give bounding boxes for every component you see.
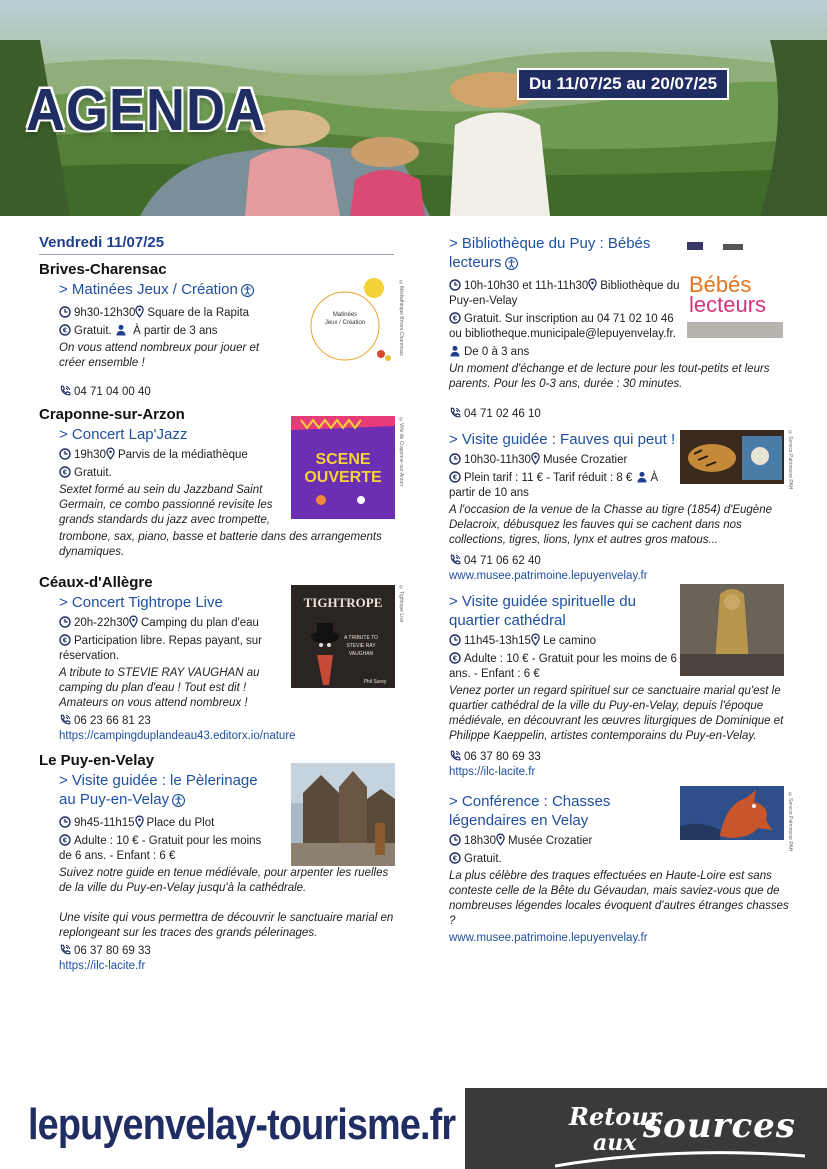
euro-icon — [59, 634, 71, 646]
event-price: Adulte : 10 € - Gratuit pour les moins de 6 ans. - Enfant : 6 € — [449, 653, 677, 680]
event-age: À partir de 10 ans — [449, 472, 659, 499]
event-place: Musée Crozatier — [507, 835, 593, 847]
event-painting — [680, 786, 784, 840]
town-heading: Céaux-d'Allègre — [39, 574, 153, 591]
website-link[interactable]: lepuyenvelay-tourisme.fr — [28, 1100, 456, 1149]
event-phone[interactable]: 06 37 80 69 33 — [74, 945, 151, 957]
event-time: 11h45-13h15 — [464, 635, 531, 647]
event-title[interactable]: > Conférence : Chasses légendaires en Velay — [449, 793, 611, 829]
event-place: Square de la Rapita — [147, 307, 250, 319]
poster-text: STEVIE RAY — [346, 643, 376, 649]
event-card — [39, 771, 394, 974]
pin-icon — [531, 633, 540, 646]
left-column — [39, 234, 404, 974]
town-heading: Le Puy-en-Velay — [39, 752, 155, 769]
phone-icon — [449, 554, 461, 566]
event-painting — [680, 430, 784, 484]
event-place: Bibliothèque du Puy-en-Velay — [449, 280, 680, 307]
phone-icon — [449, 750, 461, 762]
slogan-banner — [465, 1088, 827, 1169]
photo-credit: ©Ville de Craponne-sur-Arzon — [398, 417, 404, 486]
person-icon — [115, 324, 127, 336]
event-place: Parvis de la médiathèque — [117, 449, 248, 461]
header-photo — [0, 0, 827, 216]
event-card — [39, 585, 404, 744]
event-title[interactable]: > Bibliothèque du Puy : Bébés lecteurs — [449, 234, 681, 275]
event-poster — [291, 416, 395, 519]
event-card — [39, 417, 404, 560]
poster-text: Jeux / Création — [324, 320, 366, 326]
event-poster — [687, 242, 783, 338]
event-title[interactable]: > Visite guidée spirituelle du quartier cathédral — [449, 593, 636, 629]
event-price: Participation libre. Repas payant, sur réservation. — [59, 635, 262, 662]
event-title[interactable]: > Concert Tightrope Live — [59, 594, 223, 611]
event-card — [449, 234, 681, 360]
event-card — [449, 430, 793, 584]
person-icon — [449, 345, 461, 357]
event-card — [39, 280, 404, 400]
pin-icon — [135, 305, 144, 318]
event-link[interactable]: https://ilc-lacite.fr — [59, 960, 146, 972]
pin-icon — [135, 815, 144, 828]
euro-icon — [449, 852, 461, 864]
poster-text: OUVERTE — [304, 469, 382, 486]
event-link[interactable]: https://ilc-lacite.fr — [449, 766, 536, 778]
pin-icon — [129, 615, 138, 628]
pin-icon — [531, 452, 540, 465]
event-price: Plein tarif : 11 € - Tarif réduit : 8 € — [464, 472, 633, 484]
right-column — [449, 234, 793, 946]
event-place: Musée Crozatier — [542, 454, 628, 466]
clock-icon — [59, 816, 71, 828]
phone-icon — [59, 714, 71, 726]
poster-text: TIGHTROPE — [303, 595, 383, 610]
event-card — [449, 792, 793, 946]
clock-icon — [59, 306, 71, 318]
event-link[interactable]: https://campingduplandeau43.editorx.io/nature — [59, 730, 296, 742]
event-place: Le camino — [542, 635, 596, 647]
event-time: 9h45-11h15 — [74, 817, 135, 829]
clock-icon — [449, 453, 461, 465]
slogan-text: Retour — [569, 1102, 662, 1131]
event-link[interactable]: www.musee.patrimoine.lepuyenvelay.fr — [449, 570, 648, 582]
euro-icon — [449, 471, 461, 483]
town-heading: Craponne-sur-Arzon — [39, 406, 185, 423]
event-photo — [291, 763, 395, 866]
event-time: 20h-22h30 — [74, 617, 129, 629]
clock-icon — [449, 634, 461, 646]
event-price: Gratuit. Sur inscription au 04 71 02 10 46 ou bibliotheque.municipale@lepuyenvelay.fr. — [449, 313, 676, 340]
phone-icon — [59, 944, 71, 956]
event-time: 10h30-11h30 — [464, 454, 531, 466]
event-description: trombone, sax, piano, basse et batterie dans des arrangements dynamiques. — [59, 531, 382, 558]
event-link[interactable]: www.musee.patrimoine.lepuyenvelay.fr — [449, 932, 648, 944]
event-description: Un moment d'échange et de lecture pour les tout-petits et leurs parents. Pour les 0-3 ans, durée : 30 minutes. — [449, 363, 770, 390]
euro-icon — [59, 324, 71, 336]
swoosh-decoration — [555, 1150, 805, 1168]
event-photo — [680, 584, 784, 676]
event-age: De 0 à 3 ans — [464, 346, 530, 358]
person-icon — [636, 471, 648, 483]
date-range-badge: Du 11/07/25 au 20/07/25 — [517, 68, 729, 100]
photo-credit: ©Médiathèque Brives-Charensac — [398, 280, 404, 357]
event-description: Une visite qui vous permettra de découvrir le sanctuaire marial en replongeant sur les traces des grands pélerinages. — [59, 912, 394, 939]
slogan-text: aux — [593, 1130, 637, 1156]
event-title[interactable]: > Visite guidée : Fauves qui peut ! — [449, 431, 676, 448]
event-price: Gratuit. — [74, 325, 112, 337]
event-time: 9h30-12h30 — [74, 307, 136, 319]
euro-icon — [449, 312, 461, 324]
event-phone[interactable]: 04 71 06 62 40 — [464, 555, 541, 567]
poster-text: SCENE — [315, 451, 371, 468]
event-title[interactable]: > Matinées Jeux / Création — [59, 280, 279, 302]
photo-credit: ©Service Patrimoine PAH — [787, 430, 793, 490]
event-price: Gratuit. — [464, 853, 502, 865]
event-price: Adulte : 10 € - Gratuit pour les moins de 6 ans. - Enfant : 6 € — [59, 835, 262, 862]
pin-icon — [496, 833, 505, 846]
phone-icon — [449, 407, 461, 419]
accessibility-icon — [241, 283, 254, 302]
poster-text: A TRIBUTE TO — [344, 635, 378, 641]
event-card — [449, 592, 789, 780]
event-description: On vous attend nombreux pour jouer et créer ensemble ! — [59, 342, 260, 369]
photo-credit: ©Tightrope Live — [398, 585, 404, 623]
poster-text: VAUGHAN — [348, 651, 374, 657]
photo-credit: ©Service Patrimoine PAH — [787, 792, 793, 852]
event-description: La plus célèbre des traques effectuées en Haute-Loire est sans conteste celle de la Bête du Gévaudan, mais saviez-vous que de nombreuses légendes locales évoquent d'autres étranges chasses ? — [449, 870, 789, 927]
clock-icon — [449, 279, 461, 291]
event-poster — [291, 585, 395, 688]
euro-icon — [449, 652, 461, 664]
town-heading: Brives-Charensac — [39, 261, 167, 278]
accessibility-icon — [172, 793, 185, 812]
clock-icon — [59, 448, 71, 460]
event-time: 18h30 — [464, 835, 496, 847]
phone-icon — [59, 385, 71, 397]
event-place: Place du Plot — [146, 817, 215, 829]
event-poster — [296, 274, 395, 372]
event-phone[interactable]: 06 37 80 69 33 — [464, 751, 541, 763]
page-title: AGENDA — [26, 77, 267, 144]
event-price: Gratuit. — [74, 467, 112, 479]
euro-icon — [59, 834, 71, 846]
clock-icon — [449, 834, 461, 846]
poster-text: Matinées — [332, 312, 358, 318]
pin-icon — [588, 278, 597, 291]
clock-icon — [59, 616, 71, 628]
event-time: 10h-10h30 et 11h-11h30 — [464, 280, 589, 292]
event-phone[interactable]: 04 71 04 00 40 — [74, 386, 151, 398]
euro-icon — [59, 466, 71, 478]
day-heading: Vendredi 11/07/25 — [39, 234, 394, 255]
event-description-start: Sextet formé au sein du Jazzband Saint Germain, ce combo passionné revisite les grands standards du jazz avec trompette, — [59, 484, 273, 526]
slogan-text: sources — [643, 1106, 796, 1146]
pin-icon — [106, 447, 115, 460]
event-description: Suivez notre guide en tenue médiévale, pour arpenter les ruelles de la ville du Puy-en-Velay jusqu'à la cathédrale. — [59, 867, 389, 894]
poster-text: lecteurs — [689, 292, 767, 317]
event-description: A tribute to STEVIE RAY VAUGHAN au camping du plan d'eau ! Tout est dit ! Amateurs on vous attend nombreux ! — [59, 667, 260, 709]
event-description: Venez porter un regard spirituel sur ce sanctuaire marial qu'est le quartier cathédral de la ville du Puy-en-Velay, depuis l'époque médiévale, en découvrant les œuvres liturgiques de Dominique et Philippe Kaeppelin, artistes contemporains du Puy-en-Velay. — [449, 685, 784, 742]
event-place: Camping du plan d'eau — [141, 617, 259, 629]
accessibility-icon — [505, 256, 518, 275]
event-time: 19h30 — [74, 449, 106, 461]
event-age: À partir de 3 ans — [133, 325, 218, 337]
event-phone[interactable]: 06 23 66 81 23 — [74, 715, 151, 727]
event-title[interactable]: > Concert Lap'Jazz — [59, 426, 188, 443]
poster-text: Phil Surey — [363, 679, 387, 685]
event-description: A l'occasion de la venue de la Chasse au tigre (1854) d'Eugène Delacroix, débusquez les fauves qui se cachent dans nos collections, tigres, lions, lynx et autres gros matous... — [449, 504, 772, 546]
event-phone[interactable]: 04 71 02 46 10 — [464, 408, 541, 420]
event-title[interactable]: > Visite guidée : le Pèlerinage au Puy-en-Velay — [59, 771, 271, 812]
poster-text: Bébés — [689, 272, 752, 297]
